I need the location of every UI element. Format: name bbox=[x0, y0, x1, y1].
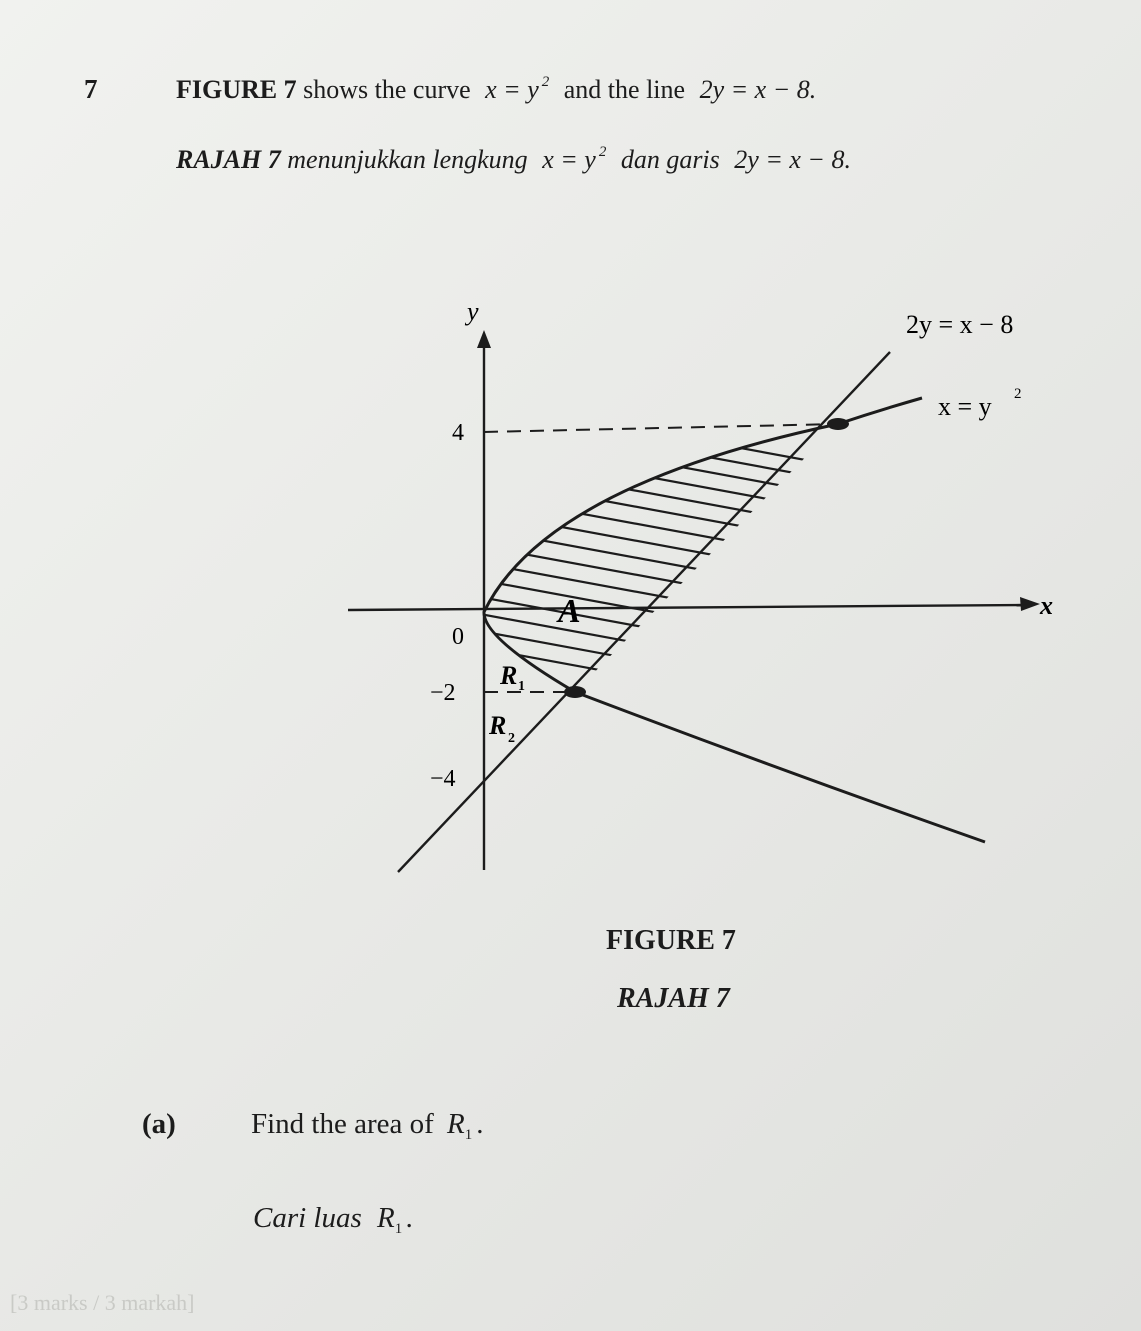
region-r2-subscript: 2 bbox=[508, 731, 515, 746]
dashed-line-y4 bbox=[484, 424, 838, 432]
figure-caption-malay: RAJAH 7 bbox=[617, 983, 730, 1014]
line-2y-equals-x-minus-8 bbox=[398, 352, 890, 872]
question-number: 7 bbox=[84, 74, 98, 104]
y-axis-label: y bbox=[467, 297, 479, 326]
part-a-variable: R bbox=[447, 1108, 465, 1140]
tick-label-yneg4: −4 bbox=[430, 766, 456, 792]
part-a-text: Find the area of bbox=[251, 1108, 434, 1140]
region-r2-label: R bbox=[489, 711, 507, 740]
region-a-label: A bbox=[558, 593, 581, 630]
figure-reference: RAJAH 7 bbox=[176, 145, 281, 174]
part-a-subscript: 1 bbox=[394, 1221, 403, 1237]
line-equation: 2y = x − 8. bbox=[734, 145, 851, 174]
intersection-point-lower bbox=[564, 686, 586, 698]
question-text-part: menunjukkan lengkung bbox=[287, 145, 528, 174]
figure-caption-english: FIGURE 7 bbox=[606, 925, 736, 956]
question-text-part: dan garis bbox=[620, 145, 720, 174]
curve-equation-base: x = y bbox=[485, 75, 539, 104]
question-text-part: and the line bbox=[563, 75, 686, 104]
tick-label-origin: 0 bbox=[452, 624, 464, 650]
marks-allocation: [3 marks / 3 markah] bbox=[10, 1290, 195, 1315]
intersection-point-upper bbox=[827, 418, 849, 430]
y-axis-arrow-icon bbox=[477, 330, 491, 348]
curve-equation-label: x = y bbox=[938, 392, 992, 421]
figure-reference: FIGURE 7 bbox=[176, 75, 297, 104]
region-r1-subscript: 1 bbox=[518, 679, 525, 694]
question-text-part: shows the curve bbox=[303, 75, 471, 104]
tick-label-yneg2: −2 bbox=[430, 680, 456, 706]
region-a-hatching bbox=[480, 400, 860, 718]
part-a-question-english bbox=[251, 1108, 484, 1144]
part-a-period: . bbox=[476, 1108, 484, 1140]
part-a-text: Cari luas bbox=[253, 1202, 362, 1234]
x-axis-label: x bbox=[1040, 591, 1053, 620]
x-axis-arrow-icon bbox=[1020, 597, 1040, 611]
region-r1-label: R bbox=[500, 661, 518, 690]
curve-exponent: 2 bbox=[598, 144, 607, 160]
part-a-period: . bbox=[406, 1202, 414, 1234]
part-a-subscript: 1 bbox=[464, 1127, 473, 1143]
curve-exponent: 2 bbox=[541, 74, 550, 90]
part-a-label: (a) bbox=[142, 1108, 176, 1140]
x-axis bbox=[348, 605, 1022, 610]
line-equation: 2y = x − 8. bbox=[699, 75, 817, 104]
curve-label-exponent: 2 bbox=[1014, 386, 1022, 402]
line-equation-label: 2y = x − 8 bbox=[906, 310, 1014, 339]
tick-label-y4: 4 bbox=[452, 420, 464, 446]
curve-equation-base: x = y bbox=[542, 145, 596, 174]
part-a-variable: R bbox=[377, 1202, 395, 1234]
part-a-question-malay bbox=[253, 1202, 414, 1238]
